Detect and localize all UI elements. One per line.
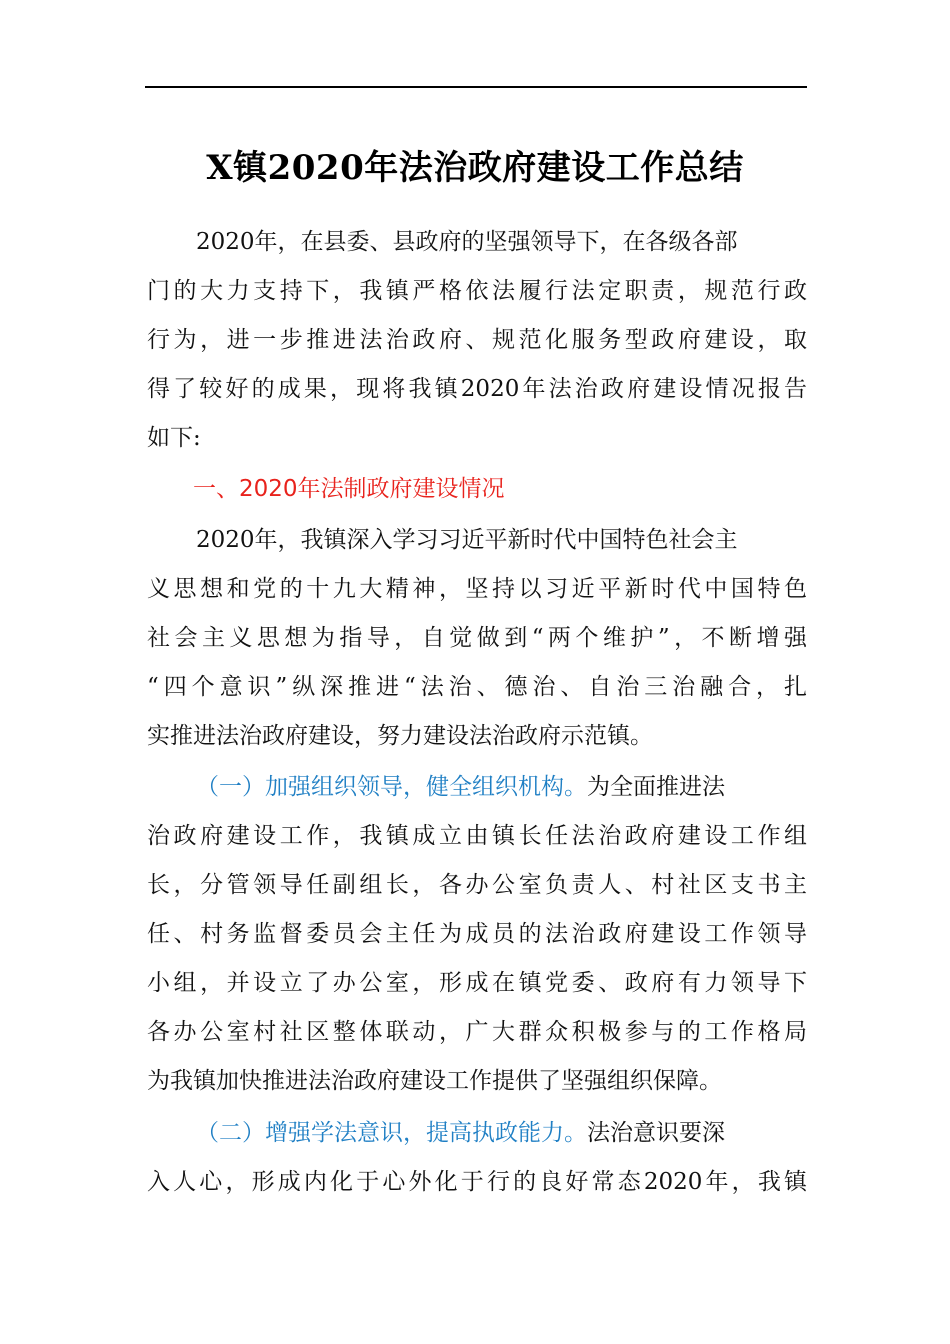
document-title: X镇2020年法治政府建设工作总结	[206, 148, 744, 188]
sub1-line-4: 任、村务监督委员会主任为成员的法治政府建设工作领导	[147, 921, 807, 947]
header-rule	[145, 86, 807, 88]
section-heading-1: 一、2020年法制政府建设情况	[193, 476, 505, 502]
sub2-line-2: 入人心，形成内化于心外化于行的良好常态2020年，我镇	[147, 1169, 807, 1195]
section1-line-4: “四个意识”纵深推进“法治、德治、自治三治融合，扎	[147, 674, 807, 700]
sub1-line-5: 小组，并设立了办公室，形成在镇党委、政府有力领导下	[147, 970, 807, 996]
sub2-first-line-text: 法治意识要深	[587, 1120, 725, 1146]
section1-line-3: 社会主义思想为指导，自觉做到“两个维护”，不断增强	[147, 625, 807, 651]
sub1-heading: （一）加强组织领导，健全组织机构。	[196, 774, 587, 800]
intro-line-5: 如下:	[147, 425, 201, 451]
sub2-first-line	[147, 1108, 807, 1158]
sub2-heading: （二）增强学法意识，提高执政能力。	[196, 1120, 587, 1146]
sub1-line-2: 治政府建设工作，我镇成立由镇长任法治政府建设工作组	[147, 823, 807, 849]
intro-line-2: 门的大力支持下，我镇严格依法履行法定职责，规范行政	[147, 278, 807, 304]
sub1-line-3: 长，分管领导任副组长，各办公室负责人、村社区支书主	[147, 872, 807, 898]
intro-line-4: 得了较好的成果，现将我镇2020年法治政府建设情况报告	[147, 376, 807, 402]
sub1-first-line	[147, 762, 807, 812]
section1-line-2: 义思想和党的十九大精神，坚持以习近平新时代中国特色	[147, 576, 807, 602]
sub1-first-line-text: 为全面推进法	[587, 774, 725, 800]
intro-line-3: 行为，进一步推进法治政府、规范化服务型政府建设，取	[147, 327, 807, 353]
sub1-line-6: 各办公室村社区整体联动，广大群众积极参与的工作格局	[147, 1019, 807, 1045]
intro-line-1: 2020年，在县委、县政府的坚强领导下，在各级各部	[196, 229, 738, 255]
section1-line-5: 实推进法治政府建设，努力建设法治政府示范镇。	[147, 723, 653, 749]
sub1-line-7: 为我镇加快推进法治政府建设工作提供了坚强组织保障。	[147, 1068, 722, 1094]
section1-line-1: 2020年，我镇深入学习习近平新时代中国特色社会主	[196, 527, 738, 553]
